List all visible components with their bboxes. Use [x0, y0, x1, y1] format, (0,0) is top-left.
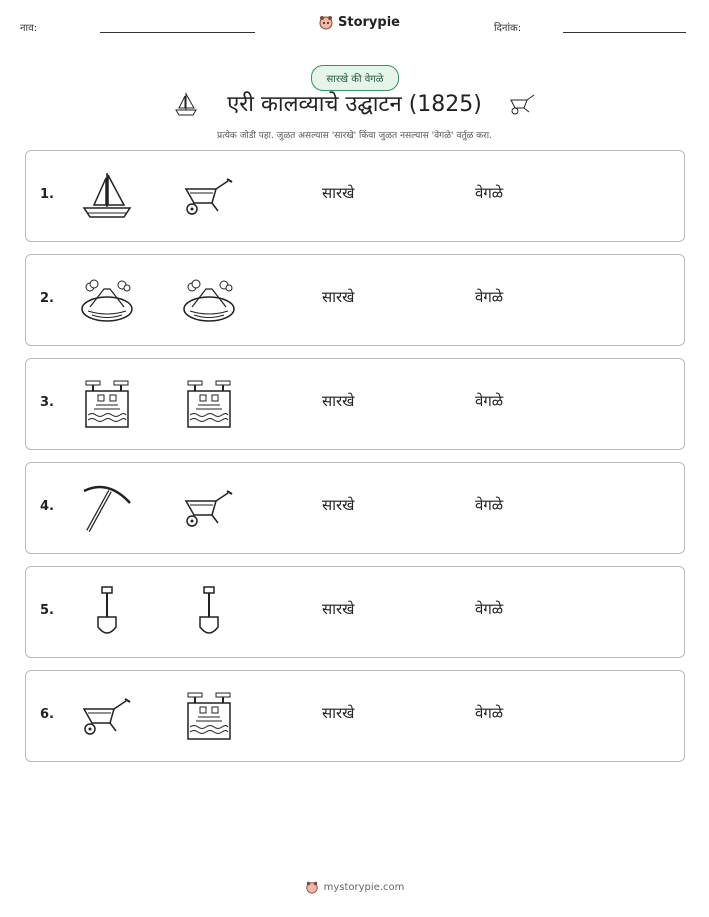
shovel-icon	[180, 585, 238, 641]
canal-landscape-icon	[78, 273, 136, 329]
page-title: एरी कालव्याचे उद्घाटन (1825)	[227, 92, 482, 117]
pair-card	[25, 566, 685, 658]
brand-name: Storypie	[338, 14, 400, 30]
option-same[interactable]: सारखे	[322, 496, 355, 514]
footer	[0, 880, 709, 894]
name-label: नाव:	[20, 23, 38, 34]
pair-card	[25, 254, 685, 346]
date-field-line[interactable]	[563, 32, 686, 33]
sailboat-icon	[78, 169, 136, 225]
pair-number: 4.	[40, 499, 54, 514]
option-same[interactable]: सारखे	[322, 600, 355, 618]
worksheet-type-badge: सारखे की वेगळे	[311, 65, 399, 91]
pair-card	[25, 462, 685, 554]
wheelbarrow-icon	[180, 481, 238, 537]
option-different[interactable]: वेगळे	[475, 600, 504, 618]
footer-url: mystorypie.com	[323, 881, 405, 893]
brand-logo	[318, 14, 400, 30]
storypie-mascot-icon	[318, 14, 334, 30]
shovel-icon	[78, 585, 136, 641]
canal-lock-icon	[180, 377, 238, 433]
pair-card	[25, 358, 685, 450]
pair-number: 5.	[40, 603, 54, 618]
pickaxe-icon	[78, 481, 136, 537]
name-field-line[interactable]	[100, 32, 255, 33]
pair-number: 1.	[40, 187, 54, 202]
option-same[interactable]: सारखे	[322, 184, 355, 202]
pair-card	[25, 670, 685, 762]
pair-number: 3.	[40, 395, 54, 410]
wheelbarrow-icon	[180, 169, 238, 225]
wheelbarrow-icon	[78, 689, 136, 745]
canal-landscape-icon	[180, 273, 238, 329]
option-different[interactable]: वेगळे	[475, 392, 504, 410]
instructions: प्रत्येक जोडी पहा. जुळत असल्यास 'सारखे' किंवा जुळत नसल्यास 'वेगळे' वर्तुळ करा.	[216, 131, 492, 141]
worksheet-header	[0, 14, 709, 44]
option-different[interactable]: वेगळे	[475, 704, 504, 722]
option-different[interactable]: वेगळे	[475, 288, 504, 306]
wheelbarrow-icon	[507, 90, 537, 116]
storypie-mascot-icon	[305, 880, 319, 894]
canal-lock-icon	[78, 377, 136, 433]
option-same[interactable]: सारखे	[322, 704, 355, 722]
pair-number: 6.	[40, 707, 54, 722]
option-different[interactable]: वेगळे	[475, 184, 504, 202]
option-same[interactable]: सारखे	[322, 288, 355, 306]
option-different[interactable]: वेगळे	[475, 496, 504, 514]
pair-card	[25, 150, 685, 242]
pair-number: 2.	[40, 291, 54, 306]
option-same[interactable]: सारखे	[322, 392, 355, 410]
canal-lock-icon	[180, 689, 238, 745]
date-label: दिनांक:	[494, 23, 522, 34]
